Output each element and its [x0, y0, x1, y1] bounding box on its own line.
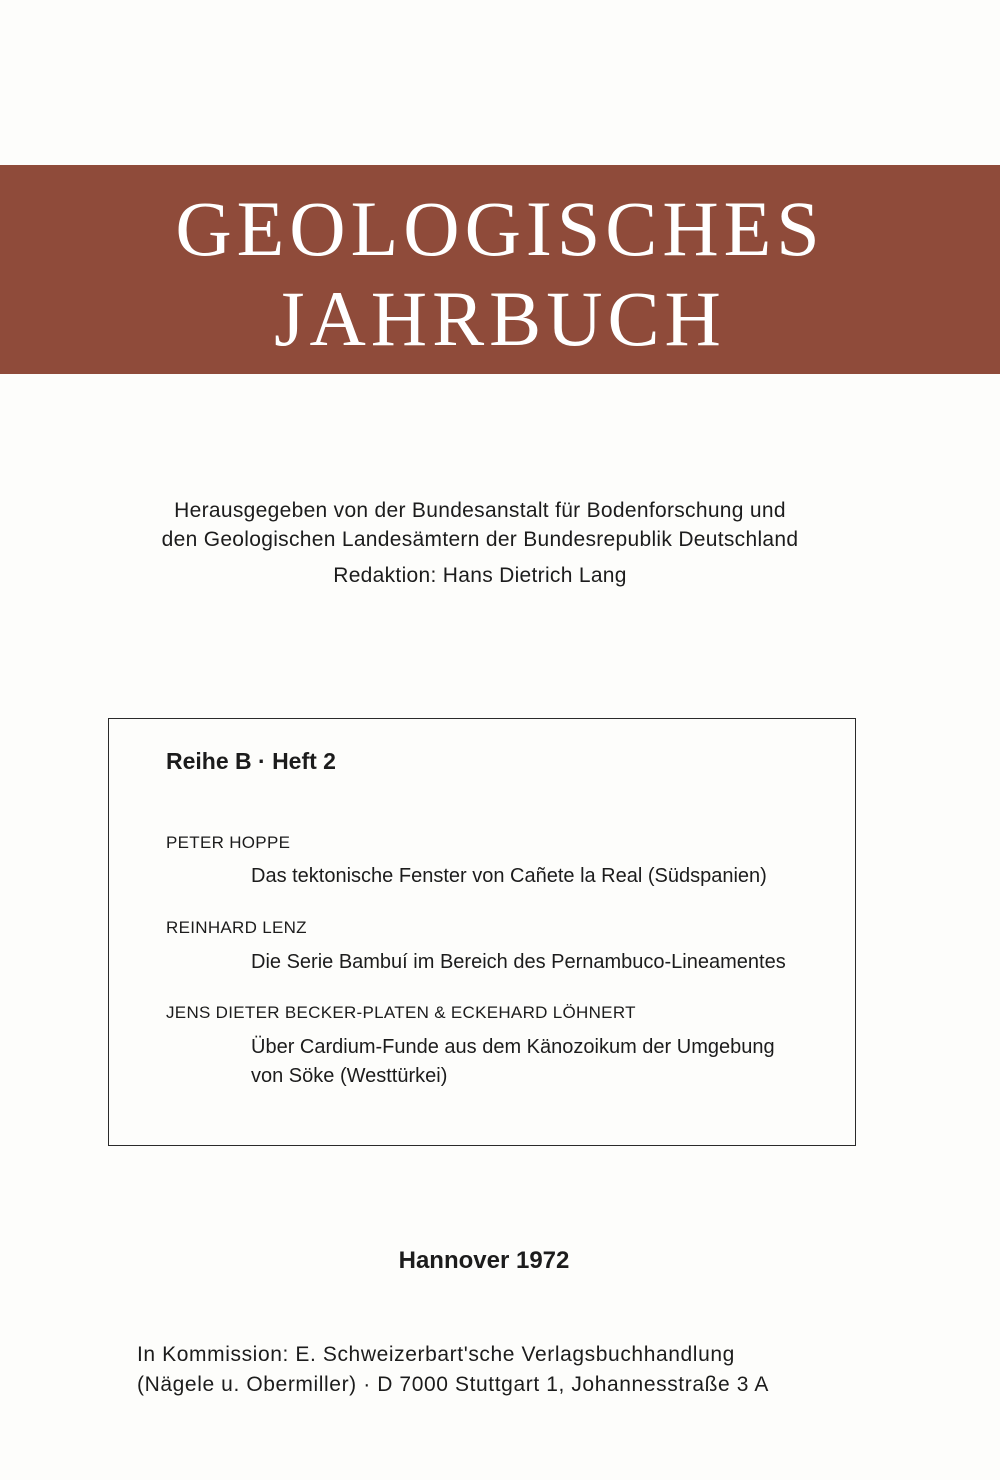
commission-line-1: In Kommission: E. Schweizerbart'sche Verlagsbuchhandlung [137, 1343, 735, 1366]
series-issue: Reihe B · Heft 2 [166, 748, 336, 774]
journal-title-line-2: JAHRBUCH [274, 275, 726, 362]
article-title-3-line-2: von Söke (Westtürkei) [251, 1065, 448, 1087]
article-author-2: REINHARD LENZ [166, 918, 307, 937]
editor-line: Redaktion: Hans Dietrich Lang [333, 564, 627, 587]
article-title-2: Die Serie Bambuí im Bereich des Pernambuco-Lineamentes [251, 951, 786, 973]
article-title-3-line-1: Über Cardium-Funde aus dem Känozoikum der Umgebung [251, 1036, 775, 1058]
place-year: Hannover 1972 [398, 1247, 570, 1274]
publisher-line-1: Herausgegeben von der Bundesanstalt für Bodenforschung und [174, 499, 786, 522]
commission-imprint [137, 1340, 769, 1400]
publisher-line-2: den Geologischen Landesämtern der Bundesrepublik Deutschland [161, 528, 799, 551]
publisher-statement [0, 496, 960, 554]
article-author-1: PETER HOPPE [166, 833, 291, 852]
journal-title-line-1: GEOLOGISCHES [175, 185, 825, 272]
commission-line-2: (Nägele u. Obermiller) · D 7000 Stuttgart 1, Johannesstraße 3 A [137, 1373, 769, 1396]
article-title-1: Das tektonische Fenster von Cañete la Real (Südspanien) [251, 865, 767, 887]
article-author-3: JENS DIETER BECKER-PLATEN & ECKEHARD LÖHNERT [166, 1003, 636, 1022]
